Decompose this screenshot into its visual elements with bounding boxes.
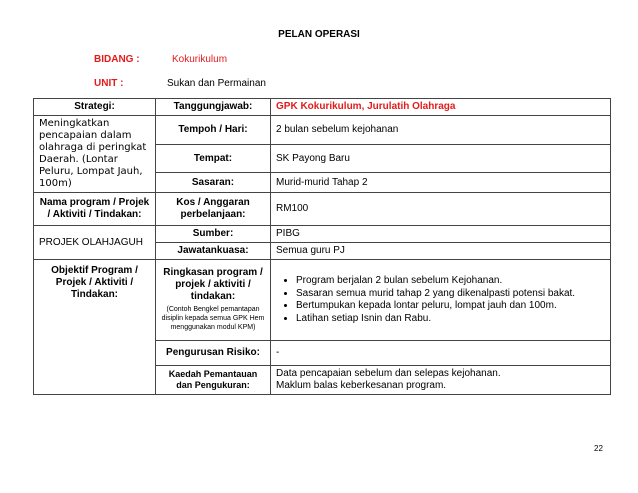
tempat-value: SK Payong Baru — [271, 144, 611, 173]
bidang-value: Kokurikulum — [172, 54, 228, 65]
jawatankuasa-value: Semua guru PJ — [271, 243, 611, 260]
sumber-value: PIBG — [271, 226, 611, 243]
ringkasan-cell — [156, 260, 271, 341]
bidang-label: BIDANG : — [94, 54, 140, 65]
tempoh-value: 2 bulan sebelum kejohanan — [271, 116, 611, 145]
jawatankuasa-label: Jawatankuasa: — [156, 243, 271, 260]
kaedah-value-2: Maklum balas keberkesanan program. — [276, 380, 447, 391]
ringkasan-list — [276, 275, 605, 325]
ringkasan-note: (Contoh Bengkel pemantapan disiplin kepada semua GPK Hem menggunakan modul KPM) — [161, 306, 265, 331]
list-item: • Latihan setiap Isnin dan Rabu. — [296, 313, 605, 326]
list-item: • Program berjalan 2 bulan sebelum Kejohanan. — [296, 275, 605, 288]
sumber-label: Sumber: — [156, 226, 271, 243]
kaedah-value-1: Data pencapaian sebelum dan selepas kejohanan. — [276, 368, 501, 379]
nama-program-value: PROJEK OLAHJAGUH — [34, 226, 156, 260]
sasaran-value: Murid-murid Tahap 2 — [271, 173, 611, 193]
tempoh-label: Tempoh / Hari: — [156, 116, 271, 145]
list-item: • Bertumpukan kepada lontar peluru, lompat jauh dan 100m. — [296, 300, 605, 313]
tanggungjawab-value: GPK Kokurikulum, Jurulatih Olahraga — [271, 99, 611, 116]
nama-program-label: Nama program / Projek / Aktiviti / Tindakan: — [34, 193, 156, 226]
unit-value: Sukan dan Permainan — [167, 78, 266, 89]
page-title: PELAN OPERASI — [278, 29, 360, 40]
objektif-label: Objektif Program / Projek / Aktiviti / Tindakan: — [34, 260, 156, 395]
unit-label: UNIT : — [94, 78, 124, 89]
kos-value: RM100 — [271, 193, 611, 226]
kaedah-label: Kaedah Pemantauan dan Pengukuran: — [156, 366, 271, 395]
ringkasan-list-cell — [271, 260, 611, 341]
tempat-label: Tempat: — [156, 144, 271, 173]
strategi-label: Strategi: — [34, 99, 156, 116]
page-number: 22 — [594, 444, 603, 453]
tanggungjawab-label: Tanggungjawab: — [156, 99, 271, 116]
ringkasan-label: Ringkasan program / projek / aktiviti / tindakan: — [163, 267, 263, 303]
kaedah-value-cell — [271, 366, 611, 395]
risiko-label: Pengurusan Risiko: — [156, 341, 271, 366]
strategi-value: Meningkatkan pencapaian dalam olahraga di peringkat Daerah. (Lontar Peluru, Lompat Jauh, 100m) — [34, 116, 156, 193]
kos-label: Kos / Anggaran perbelanjaan: — [156, 193, 271, 226]
operation-plan-table — [33, 98, 611, 395]
risiko-value: - — [271, 341, 611, 366]
sasaran-label: Sasaran: — [156, 173, 271, 193]
list-item: • Sasaran semua murid tahap 2 yang dikenalpasti potensi bakat. — [296, 288, 605, 301]
